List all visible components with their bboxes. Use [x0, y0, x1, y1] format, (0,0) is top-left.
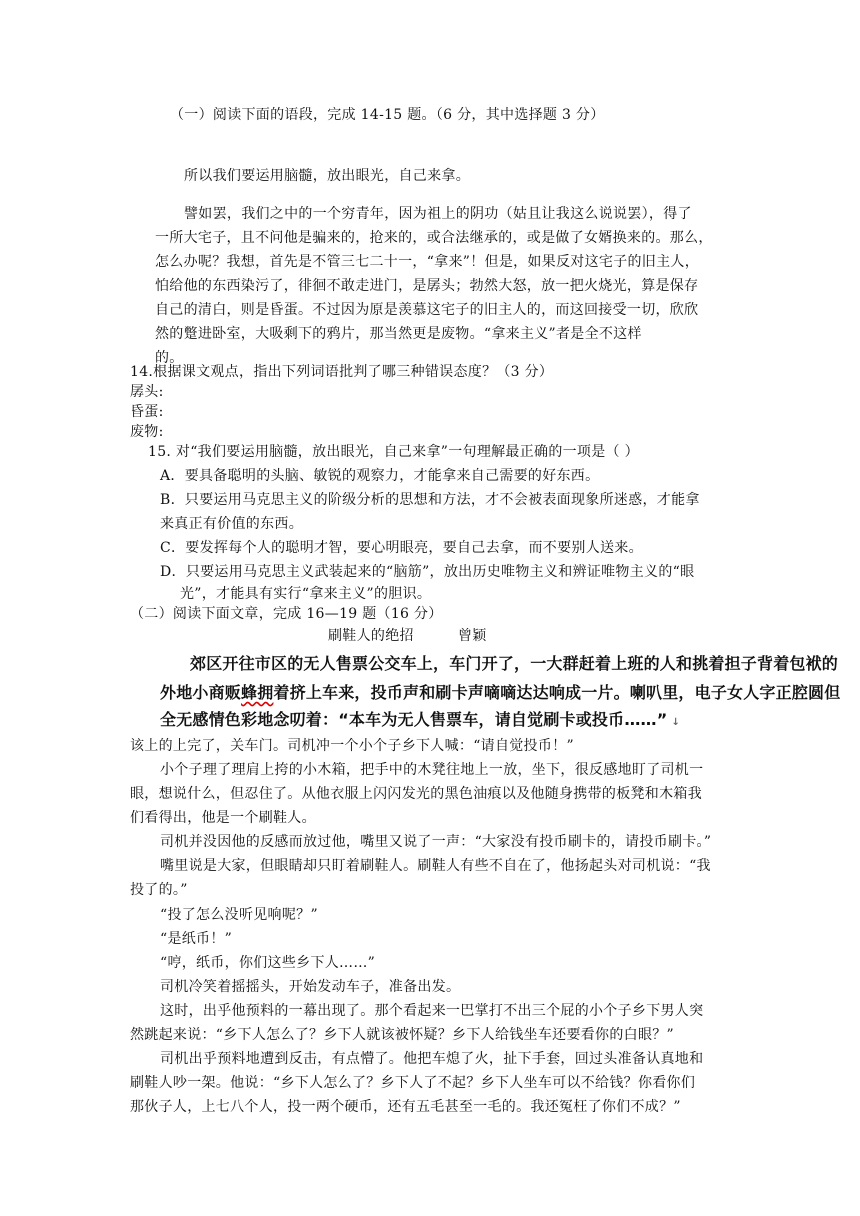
article-body-line: “哼，纸币，你们这些乡下人……” — [160, 955, 376, 971]
article-bold-line: 外地小商贩蜂拥着挤上车来，投币声和刷卡声嘀嘀达达响成一片。喇叭里，电子女人字正腔圆但 — [160, 683, 841, 702]
article-body-line: 刷鞋人吵一架。他说：“乡下人怎么了？乡下人了不起？乡下人坐车可以不给钱？你看你们 — [130, 1075, 696, 1091]
article-body-line: 司机冷笑着摇摇头，开始发动车子，准备出发。 — [160, 979, 461, 995]
article-body-line: “是纸币！” — [160, 931, 233, 947]
q15-option-c: C．要发挥每个人的聪明才智，要心明眼亮，要自己去拿，而不要别人送来。 — [160, 540, 643, 556]
q14-item: 昏蛋: — [130, 404, 164, 420]
article-bold-line: 郊区开往市区的无人售票公交车上，车门开了，一大群赶着上班的人和挑着担子背着包袱的 — [190, 654, 839, 673]
paragraph-mark-icon: ↓ — [671, 717, 681, 728]
article-body-line: 小个子理了理肩上挎的小木箱，把手中的木凳往地上一放，坐下，很反感地盯了司机一 — [160, 762, 704, 778]
q15-option-d-cont: 光”，才能具有实行“拿来主义”的胆识。 — [180, 586, 432, 602]
article-body-line: 然跳起来说：“乡下人怎么了？乡下人就该被怀疑？乡下人给钱坐车还要看你的白眼？” — [130, 1027, 675, 1043]
article-body-line: 司机出乎预料地遭到反击，有点懵了。他把车熄了火，扯下手套，回过头准备认真地和 — [160, 1051, 704, 1067]
misspelling-marked-word: 蜂拥 — [241, 683, 274, 702]
q15-option-d: D．只要运用马克思主义武装起来的“脑筋”，放出历史唯物主义和辨证唯物主义的“眼 — [160, 564, 695, 580]
passage-line: 譬如罢，我们之中的一个穷青年，因为祖上的阴功（姑且让我这么说说罢），得了 — [184, 206, 692, 222]
article-body-line: 投了的。” — [130, 882, 188, 898]
q14-item: 孱头: — [130, 384, 164, 400]
article-body-line: 们看得出，他是一个刷鞋人。 — [130, 810, 316, 826]
passage-line: 一所大宅子，且不问他是骗来的，抢来的，或合法继承的，或是做了女婿换来的。那么， — [155, 230, 713, 246]
article-title: 刷鞋人的绝招 — [328, 628, 414, 644]
article-bold-line: 全无感情色彩地念叨着：“本车为无人售票车，请自觉刷卡或投币……” ↓ — [160, 710, 681, 729]
q15-stem: 15. 对“我们要运用脑髓，放出眼光，自己来拿”一句理解最正确的一项是（ ） — [148, 444, 639, 460]
article-author: 曾颖 — [458, 628, 487, 644]
passage-line: 的。 — [155, 350, 184, 366]
article-body-line: “投了怎么没听见响呢？” — [160, 907, 318, 923]
section2-heading: （二）阅读下面文章，完成 16—19 题（16 分） — [130, 606, 443, 622]
article-body-line: 嘴里说是大家，但眼睛却只盯着刷鞋人。刷鞋人有些不自在了，他扬起头对司机说：“我 — [160, 858, 711, 874]
article-body-line: 那伙子人，上七八个人，投一两个硬币，还有五毛甚至一毛的。我还冤枉了你们不成？” — [130, 1099, 681, 1115]
passage-line: 自己的清白，则是昏蛋。不过因为原是羡慕这宅子的旧主人的，而这回接受一切，欣欣 — [155, 302, 699, 318]
article-body-line: 司机并没因他的反感而放过他，嘴里又说了一声：“大家没有投币刷卡的，请投币刷卡。” — [160, 834, 712, 850]
q14-stem: 14.根据课文观点，指出下列词语批判了哪三种错误态度？（3 分） — [130, 364, 554, 380]
article-body-line: 眼，想说什么，但忍住了。从他衣服上闪闪发光的黑色油痕以及他随身携带的板凳和木箱我 — [130, 786, 702, 802]
article-body-line: 该上的上完了，关车门。司机冲一个小个子乡下人喊：“请自觉投币！” — [130, 738, 574, 754]
q15-option-a: A．要具备聪明的头脑、敏锐的观察力，才能拿来自己需要的好东西。 — [160, 468, 600, 484]
q15-option-b: B．只要运用马克思主义的阶级分析的思想和方法，才不会被表面现象所迷惑，才能拿 — [160, 492, 700, 508]
passage-quote: 所以我们要运用脑髓，放出眼光，自己来拿。 — [184, 168, 470, 184]
passage-line: 怕给他的东西染污了，徘徊不敢走进门，是孱头；勃然大怒，放一把火烧光，算是保存 — [155, 278, 699, 294]
passage-line: 怎么办呢？我想，首先是不管三七二十一，“拿来”！但是，如果反对这宅子的旧主人， — [155, 254, 700, 270]
passage-line: 然的蹩进卧室，大吸剩下的鸦片，那当然更是废物。“拿来主义”者是全不这样 — [155, 326, 642, 342]
q14-item: 废物: — [130, 424, 164, 440]
section1-heading: （一）阅读下面的语段，完成 14-15 题。（6 分，其中选择题 3 分） — [170, 107, 605, 123]
q15-option-b-cont: 来真正有价值的东西。 — [160, 516, 303, 532]
article-body-line: 这时，出乎他预料的一幕出现了。那个看起来一巴掌打不出三个屁的小个子乡下男人突 — [160, 1003, 704, 1019]
